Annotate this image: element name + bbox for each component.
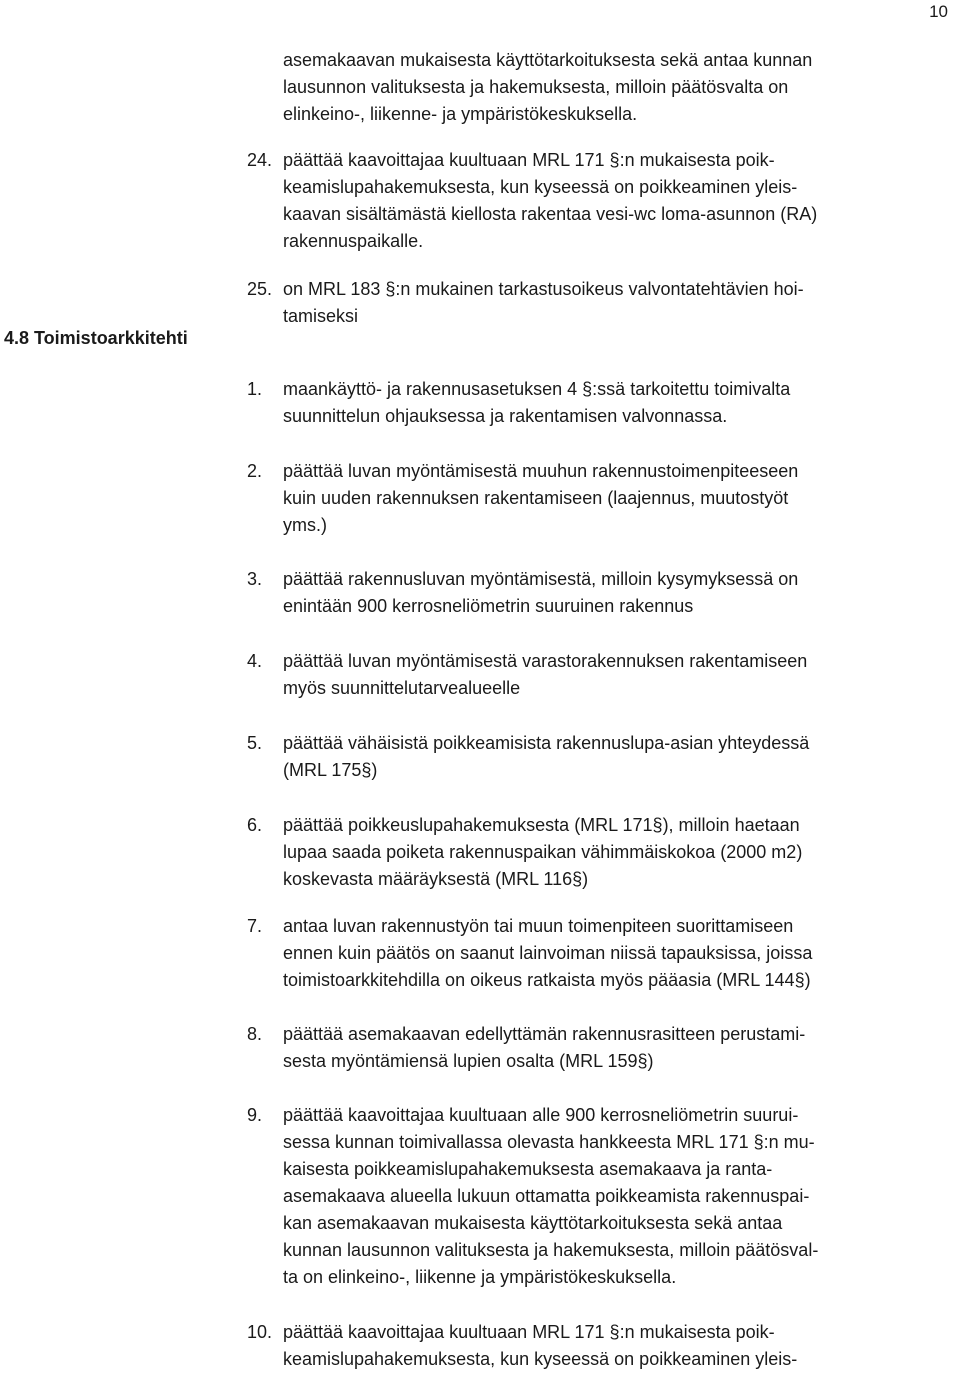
text-line: koskevasta määräyksestä (MRL 116§): [283, 869, 589, 889]
text-line: elinkeino-, liikenne- ja ympäristökeskuksella.: [283, 104, 638, 124]
text-line: päättää kaavoittajaa kuultuaan MRL 171 §:n mukaisesta poik-: [283, 150, 775, 170]
item-number: 1.: [247, 379, 263, 399]
text-line: yms.): [283, 515, 327, 535]
text-line: päättää rakennusluvan myöntämisestä, milloin kysymyksessä on: [283, 569, 799, 589]
item-number: 5.: [247, 733, 263, 753]
item-text: [283, 812, 927, 893]
item-text: [283, 276, 927, 330]
text-line: ta on elinkeino-, liikenne ja ympäristökeskuksella.: [283, 1267, 677, 1287]
item-number: 8.: [247, 1024, 263, 1044]
text-line: päättää asemakaavan edellyttämän rakennusrasitteen perustami-: [283, 1024, 806, 1044]
text-line: päättää luvan myöntämisestä muuhun rakennustoimenpiteeseen: [283, 461, 799, 481]
item-number: 24.: [247, 150, 273, 170]
text-line: (MRL 175§): [283, 760, 378, 780]
item-number: 7.: [247, 916, 263, 936]
list-item-9: [247, 1102, 927, 1291]
page-number: 10: [929, 2, 948, 21]
text-line: kan asemakaavan mukaisesta käyttötarkoituksesta sekä antaa: [283, 1213, 783, 1233]
section-heading: 4.8 Toimistoarkkitehti: [4, 328, 188, 348]
list-item-4: [247, 648, 927, 702]
item-text: [283, 730, 927, 784]
text-line: lupaa saada poiketa rakennuspaikan vähimmäiskokoa (2000 m2): [283, 842, 803, 862]
item-number: 2.: [247, 461, 263, 481]
text-line: ennen kuin päätös on saanut lainvoiman niissä tapauksissa, joissa: [283, 943, 813, 963]
text-line: on MRL 183 §:n mukainen tarkastusoikeus valvontatehtävien hoi-: [283, 279, 804, 299]
text-line: keamislupahakemuksesta, kun kyseessä on poikkeaminen yleis-: [283, 177, 798, 197]
text-line: kaavan sisältämästä kiellosta rakentaa vesi-wc loma-asunnon (RA): [283, 204, 818, 224]
item-text: [283, 376, 927, 430]
text-line: maankäyttö- ja rakennusasetuksen 4 §:ssä tarkoitettu toimivalta: [283, 379, 791, 399]
item-text: [283, 1319, 927, 1373]
text-line: enintään 900 kerrosneliömetrin suuruinen rakennus: [283, 596, 694, 616]
text-line: päättää poikkeuslupahakemuksesta (MRL 171§), milloin haetaan: [283, 815, 800, 835]
intro-paragraph: [283, 47, 923, 128]
text-line: toimistoarkkitehdilla on oikeus ratkaista myös pääasia (MRL 144§): [283, 970, 811, 990]
text-line: tamiseksi: [283, 306, 359, 326]
list-item-3: [247, 566, 927, 620]
text-line: lausunnon valituksesta ja hakemuksesta, milloin päätösvalta on: [283, 77, 789, 97]
text-line: sesta myöntämiensä lupien osalta (MRL 159§): [283, 1051, 654, 1071]
list-item-1: [247, 376, 927, 430]
text-line: keamislupahakemuksesta, kun kyseessä on poikkeaminen yleis-: [283, 1349, 798, 1369]
text-line: antaa luvan rakennustyön tai muun toimenpiteen suorittamiseen: [283, 916, 794, 936]
item-text: [283, 147, 927, 255]
item-text: [283, 648, 927, 702]
text-line: päättää luvan myöntämisestä varastorakennuksen rakentamiseen: [283, 651, 808, 671]
item-text: [283, 1102, 927, 1291]
text-line: päättää kaavoittajaa kuultuaan MRL 171 §:n mukaisesta poik-: [283, 1322, 775, 1342]
item-text: [283, 913, 927, 994]
text-line: myös suunnittelutarvealueelle: [283, 678, 521, 698]
text-line: asemakaava alueella lukuun ottamatta poikkeamista rakennuspai-: [283, 1186, 810, 1206]
item-text: [283, 1021, 927, 1075]
item-number: 4.: [247, 651, 263, 671]
text-line: päättää kaavoittajaa kuultuaan alle 900 kerrosneliömetrin suurui-: [283, 1105, 799, 1125]
list-item-24: [247, 147, 927, 255]
list-item-7: [247, 913, 927, 994]
list-item-6: [247, 812, 927, 893]
text-line: kunnan lausunnon valituksesta ja hakemuksesta, milloin päätösval-: [283, 1240, 819, 1260]
text-line: kaisesta poikkeamislupahakemuksesta asemakaava ja ranta-: [283, 1159, 773, 1179]
list-item-10: [247, 1319, 927, 1373]
text-line: rakennuspaikalle.: [283, 231, 424, 251]
item-text: [283, 566, 927, 620]
list-item-8: [247, 1021, 927, 1075]
item-number: 9.: [247, 1105, 263, 1125]
item-number: 6.: [247, 815, 263, 835]
text-line: kuin uuden rakennuksen rakentamiseen (laajennus, muutostyöt: [283, 488, 789, 508]
item-text: [283, 458, 927, 539]
item-number: 3.: [247, 569, 263, 589]
item-number: 25.: [247, 279, 273, 299]
item-number: 10.: [247, 1322, 273, 1342]
text-line: päättää vähäisistä poikkeamisista rakennuslupa-asian yhteydessä: [283, 733, 810, 753]
list-item-5: [247, 730, 927, 784]
text-line: sessa kunnan toimivallassa olevasta hankkeesta MRL 171 §:n mu-: [283, 1132, 815, 1152]
list-item-2: [247, 458, 927, 539]
text-line: asemakaavan mukaisesta käyttötarkoituksesta sekä antaa kunnan: [283, 50, 813, 70]
list-item-25: [247, 276, 927, 330]
text-line: suunnittelun ohjauksessa ja rakentamisen valvonnassa.: [283, 406, 728, 426]
